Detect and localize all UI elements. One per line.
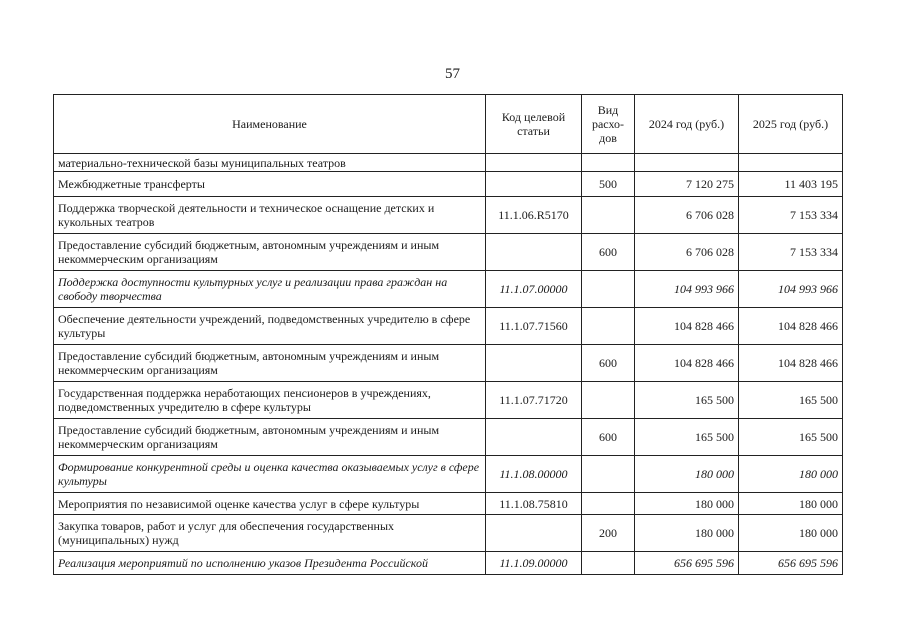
cell-name: Формирование конкурентной среды и оценка качества оказываемых услуг в сфере культуры [54, 456, 486, 493]
cell-code [486, 234, 582, 271]
cell-2025: 7 153 334 [739, 197, 843, 234]
cell-name: Предоставление субсидий бюджетным, автономным учреждениям и иным некоммерческим организациям [54, 234, 486, 271]
table-row [54, 308, 843, 345]
cell-2024: 180 000 [635, 493, 739, 515]
table-row [54, 172, 843, 197]
cell-name: Поддержка доступности культурных услуг и реализации права граждан на свободу творчества [54, 271, 486, 308]
cell-2024: 165 500 [635, 382, 739, 419]
budget-table [53, 94, 843, 575]
table-row [54, 493, 843, 515]
cell-2025: 165 500 [739, 419, 843, 456]
table-row [54, 515, 843, 552]
page-number: 57 [445, 66, 460, 82]
cell-code [486, 345, 582, 382]
cell-type: 600 [582, 345, 635, 382]
table-row [54, 234, 843, 271]
cell-2025: 165 500 [739, 382, 843, 419]
cell-type [582, 271, 635, 308]
cell-type [582, 308, 635, 345]
cell-code: 11.1.08.75810 [486, 493, 582, 515]
cell-code [486, 154, 582, 172]
cell-name: Реализация мероприятий по исполнению указов Президента Российской [54, 552, 486, 575]
cell-2025: 180 000 [739, 515, 843, 552]
cell-type [582, 493, 635, 515]
cell-2024: 104 993 966 [635, 271, 739, 308]
table-row [54, 382, 843, 419]
header-2025: 2025 год (руб.) [739, 95, 843, 154]
cell-2024: 6 706 028 [635, 234, 739, 271]
cell-2025: 11 403 195 [739, 172, 843, 197]
cell-code [486, 515, 582, 552]
cell-2024: 6 706 028 [635, 197, 739, 234]
table-body [54, 154, 843, 575]
cell-2024: 165 500 [635, 419, 739, 456]
cell-2024 [635, 154, 739, 172]
cell-name: Поддержка творческой деятельности и техническое оснащение детских и кукольных театров [54, 197, 486, 234]
cell-code [486, 419, 582, 456]
cell-2024: 104 828 466 [635, 345, 739, 382]
cell-2024: 656 695 596 [635, 552, 739, 575]
cell-type [582, 154, 635, 172]
table-row [54, 197, 843, 234]
cell-type [582, 197, 635, 234]
cell-2025: 180 000 [739, 456, 843, 493]
cell-code: 11.1.07.00000 [486, 271, 582, 308]
header-name: Наименование [54, 95, 486, 154]
cell-type: 500 [582, 172, 635, 197]
cell-code [486, 172, 582, 197]
cell-name: Закупка товаров, работ и услуг для обеспечения государственных (муниципальных) нужд [54, 515, 486, 552]
cell-type [582, 552, 635, 575]
cell-2025: 104 828 466 [739, 308, 843, 345]
cell-name: материально-технической базы муниципальных театров [54, 154, 486, 172]
cell-2024: 180 000 [635, 456, 739, 493]
cell-2025 [739, 154, 843, 172]
cell-code: 11.1.07.71560 [486, 308, 582, 345]
table-row [54, 345, 843, 382]
cell-name: Предоставление субсидий бюджетным, автономным учреждениям и иным некоммерческим организациям [54, 345, 486, 382]
header-type: Вид расхо-дов [582, 95, 635, 154]
table-row [54, 456, 843, 493]
table-row [54, 419, 843, 456]
cell-type: 200 [582, 515, 635, 552]
cell-name: Мероприятия по независимой оценке качества услуг в сфере культуры [54, 493, 486, 515]
cell-code: 11.1.09.00000 [486, 552, 582, 575]
cell-type [582, 456, 635, 493]
cell-2024: 104 828 466 [635, 308, 739, 345]
cell-2024: 180 000 [635, 515, 739, 552]
table-header-row [54, 95, 843, 154]
cell-type: 600 [582, 419, 635, 456]
table-row [54, 552, 843, 575]
cell-code: 11.1.08.00000 [486, 456, 582, 493]
table-row [54, 154, 843, 172]
cell-2025: 104 828 466 [739, 345, 843, 382]
cell-name: Межбюджетные трансферты [54, 172, 486, 197]
cell-name: Предоставление субсидий бюджетным, автономным учреждениям и иным некоммерческим организациям [54, 419, 486, 456]
cell-name: Обеспечение деятельности учреждений, подведомственных учредителю в сфере культуры [54, 308, 486, 345]
cell-type: 600 [582, 234, 635, 271]
cell-2025: 7 153 334 [739, 234, 843, 271]
cell-code: 11.1.07.71720 [486, 382, 582, 419]
cell-type [582, 382, 635, 419]
cell-code: 11.1.06.R5170 [486, 197, 582, 234]
cell-2025: 104 993 966 [739, 271, 843, 308]
cell-name: Государственная поддержка неработающих пенсионеров в учреждениях, подведомственных учредителю в сфере культуры [54, 382, 486, 419]
header-code: Код целевой статьи [486, 95, 582, 154]
table-row [54, 271, 843, 308]
cell-2024: 7 120 275 [635, 172, 739, 197]
cell-2025: 656 695 596 [739, 552, 843, 575]
cell-2025: 180 000 [739, 493, 843, 515]
header-2024: 2024 год (руб.) [635, 95, 739, 154]
